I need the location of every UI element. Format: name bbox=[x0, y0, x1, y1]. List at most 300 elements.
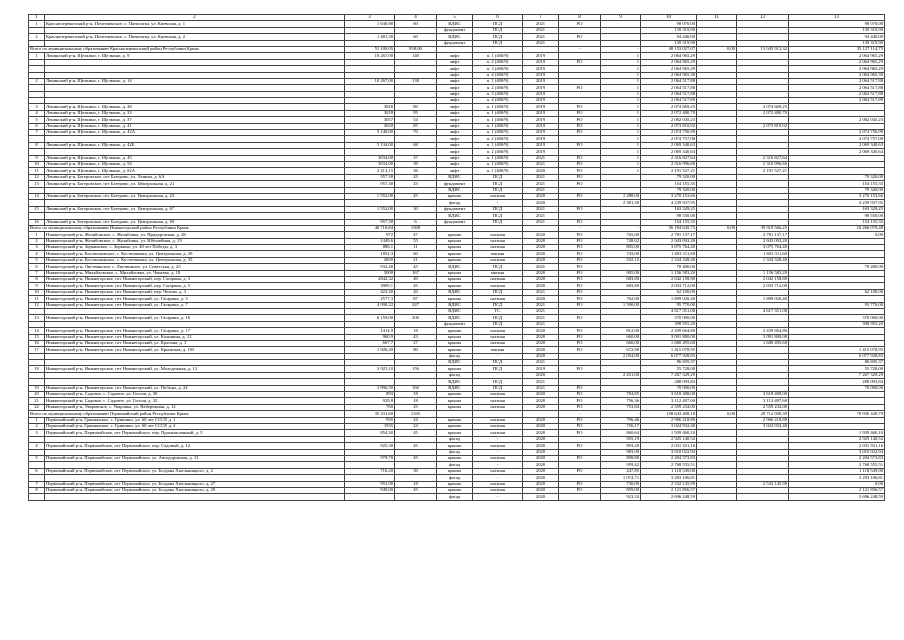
table-cell: 2 559 234,00 bbox=[641, 404, 697, 410]
table-cell: - bbox=[473, 494, 523, 500]
table-cell: фундамент bbox=[437, 206, 473, 212]
table-cell: 140 bbox=[395, 53, 437, 59]
table-cell: фундамент bbox=[437, 219, 473, 225]
table-cell: 893,20 bbox=[601, 443, 641, 449]
table-cell: 957,30 bbox=[345, 181, 395, 187]
table-cell: ВДИС bbox=[437, 34, 473, 40]
table-cell: 2 069 340,64 bbox=[789, 149, 885, 155]
table-cell: фасад bbox=[437, 449, 473, 455]
table-cell: ПСД bbox=[473, 264, 523, 270]
table-cell: 2 074 669,25 bbox=[641, 104, 697, 110]
table-cell: 6 bbox=[29, 123, 45, 129]
table-cell: 859,00 bbox=[601, 487, 641, 493]
table-cell bbox=[45, 494, 345, 500]
table-cell: лифт bbox=[437, 149, 473, 155]
table-cell: ВДИС bbox=[437, 379, 473, 385]
table-cell: ПСД bbox=[473, 385, 523, 391]
table-cell: 2 082 045,23 bbox=[789, 117, 885, 123]
table-cell: 20 bbox=[29, 392, 45, 398]
table-cell: 2 191 527,21 bbox=[737, 168, 789, 174]
table-cell: 886,1 bbox=[345, 245, 395, 251]
table-cell: 2 064 517,88 bbox=[641, 85, 697, 91]
table-cell: лифт bbox=[437, 117, 473, 123]
table-cell: 2021 bbox=[523, 379, 559, 385]
table-cell: 21 bbox=[29, 398, 45, 404]
table-cell: крыша bbox=[437, 443, 473, 449]
table-cell: Нижнегорский р-н, Нижнегорское, пгт Нижнегорский, ул. Красина, д. 3 bbox=[45, 340, 345, 346]
table-cell: 716,20 bbox=[345, 468, 395, 474]
table-cell: 43 bbox=[395, 334, 437, 340]
subtotal-cell: 1508 bbox=[395, 225, 437, 231]
table-cell: 78 400,00 bbox=[789, 264, 885, 270]
table-cell: РО bbox=[559, 181, 601, 187]
table-cell bbox=[697, 494, 737, 500]
table-cell: 683,80 bbox=[601, 277, 641, 283]
table-cell: 2021 bbox=[523, 308, 559, 314]
table-cell: 2 064 965,29 bbox=[641, 53, 697, 59]
table-cell: 2021 bbox=[523, 360, 559, 366]
table-cell: 36 bbox=[395, 168, 437, 174]
table-cell: 2020 bbox=[523, 430, 559, 436]
subtotal-cell: 29 712 958,39 bbox=[737, 411, 789, 417]
table-cell: 2020 bbox=[523, 347, 559, 353]
table-cell: РО bbox=[559, 443, 601, 449]
table-cell: 11 bbox=[29, 296, 45, 302]
table-cell: 3000 bbox=[345, 270, 395, 276]
table-cell: скатная bbox=[473, 238, 523, 244]
table-cell: 796,46 bbox=[601, 417, 641, 423]
table-cell: РО bbox=[559, 417, 601, 423]
table-cell: 55 728,00 bbox=[641, 366, 697, 372]
table-cell: Первомайский р-н, Первомайское, пгт Первомайское, пер. Промышленный, д. 5 bbox=[45, 430, 345, 436]
table-cell: крыша bbox=[437, 270, 473, 276]
table-cell: 935 bbox=[345, 417, 395, 423]
table-cell: 660,00 bbox=[601, 334, 641, 340]
table-row bbox=[29, 494, 885, 500]
table-cell: крыша bbox=[437, 366, 473, 372]
table-cell: РО bbox=[559, 264, 601, 270]
column-number-cell: 7 bbox=[523, 15, 559, 21]
table-cell: фасад bbox=[437, 353, 473, 359]
table-cell: 1 bbox=[601, 155, 641, 161]
table-cell: Нижнегорский р-н, Михайловское, с. Михайловка, ул. Чапаева, д. 18 bbox=[45, 270, 345, 276]
table-cell: ВДИС bbox=[437, 302, 473, 308]
table-cell: 3 075 764,40 bbox=[641, 245, 697, 251]
table-cell: 17 bbox=[29, 347, 45, 353]
table-cell: Ленинский р-н, Багеровское, пгт Багерово, ул. Ленина, д. 6А bbox=[45, 174, 345, 180]
subtotal-cell: 108 643 408,18 bbox=[641, 411, 697, 417]
table-cell: лифт bbox=[437, 91, 473, 97]
table-cell: 979,70 bbox=[345, 455, 395, 461]
table-cell: 0,00 bbox=[789, 481, 885, 487]
table-cell: 1 bbox=[601, 91, 641, 97]
table-cell: 760 bbox=[345, 404, 395, 410]
table-cell: 15 bbox=[29, 334, 45, 340]
table-cell: скатная bbox=[473, 334, 523, 340]
table-cell: 5 140,00 bbox=[345, 130, 395, 136]
table-cell: 2020 bbox=[523, 340, 559, 346]
table-cell: - bbox=[473, 462, 523, 468]
table-cell: лифт bbox=[437, 142, 473, 148]
table-cell: ВДИС bbox=[437, 315, 473, 321]
table-cell: ПСД bbox=[473, 174, 523, 180]
table-cell: Нижнегорский р-н, Желябовское, с. Желябовка, ул. Юбилейная, д. 13 bbox=[45, 238, 345, 244]
table-cell: 10 267,00 bbox=[345, 78, 395, 84]
table-cell: 955,19 bbox=[601, 436, 641, 442]
table-cell: скатная bbox=[473, 404, 523, 410]
table-cell: 2021 bbox=[523, 40, 559, 46]
table-cell: крыша bbox=[437, 398, 473, 404]
table-cell: ПСД bbox=[473, 27, 523, 33]
table-cell: РО bbox=[559, 155, 601, 161]
repair-program-sheet bbox=[28, 14, 884, 501]
table-cell: 156 bbox=[395, 366, 437, 372]
table-cell: РО bbox=[559, 104, 601, 110]
table-cell: 13 bbox=[29, 315, 45, 321]
table-cell: крыша bbox=[437, 283, 473, 289]
table-cell: 756,17 bbox=[601, 424, 641, 430]
subtotal-cell: - bbox=[559, 46, 601, 52]
table-cell: 2 064 965,29 bbox=[789, 53, 885, 59]
table-cell: 2020 bbox=[523, 475, 559, 481]
table-cell: 753,84 bbox=[601, 404, 641, 410]
table-cell: 3 091 800,00 bbox=[641, 334, 697, 340]
table-cell: 1935 bbox=[345, 424, 395, 430]
table-cell: 78 400,00 bbox=[641, 264, 697, 270]
column-number-cell: 6 bbox=[473, 15, 523, 21]
table-cell: крыша bbox=[437, 277, 473, 283]
table-cell: 972 bbox=[345, 232, 395, 238]
table-cell: 1 809 020,40 bbox=[641, 296, 697, 302]
table-cell: п. 1 (400/9) bbox=[473, 104, 523, 110]
column-number-cell: 5 bbox=[437, 15, 473, 21]
table-cell: 30 bbox=[395, 468, 437, 474]
table-cell: ВДИС bbox=[437, 174, 473, 180]
table-cell: 2 064 965,29 bbox=[789, 66, 885, 72]
table-cell: 3034,00 bbox=[345, 155, 395, 161]
table-cell: 4 090,22 bbox=[345, 302, 395, 308]
table-cell: 86 695,37 bbox=[789, 360, 885, 366]
table-cell: РО bbox=[559, 424, 601, 430]
table-cell: 959,42 bbox=[601, 462, 641, 468]
table-cell: лифт bbox=[437, 85, 473, 91]
table-cell: 79 320,00 bbox=[641, 187, 697, 193]
table-cell: 1 bbox=[601, 104, 641, 110]
table-cell: 1 680 495,60 bbox=[737, 340, 789, 346]
table-cell: Ленинский р-н, Багеровское, пгт Багерово, ул. Центральная, д. 67 bbox=[45, 206, 345, 212]
column-number-cell: 4 bbox=[395, 15, 437, 21]
table-cell: 893 bbox=[345, 392, 395, 398]
subtotal-cell: - bbox=[601, 46, 641, 52]
table-cell: 2 204 573,83 bbox=[789, 455, 885, 461]
table-cell: 932,40 bbox=[345, 264, 395, 270]
table-cell: 80 bbox=[395, 347, 437, 353]
subtotal-cell: - bbox=[559, 225, 601, 231]
table-cell: 1 118 549,00 bbox=[789, 468, 885, 474]
table-cell: Нижнегорский р-н, Садовое, с. Садовое, ул. Гоголя, д. 32 bbox=[45, 398, 345, 404]
table-cell: ВДИС bbox=[437, 308, 473, 314]
table-cell: 20 bbox=[395, 289, 437, 295]
table-cell: 60 bbox=[395, 251, 437, 257]
table-cell: 18 bbox=[395, 398, 437, 404]
table-cell: лифт bbox=[437, 155, 473, 161]
column-number-cell: 9 bbox=[601, 15, 641, 21]
table-cell: ВДИС bbox=[437, 21, 473, 27]
table-cell: 27 bbox=[395, 340, 437, 346]
table-cell: 16 bbox=[29, 219, 45, 225]
table-cell: РО bbox=[559, 219, 601, 225]
table-cell: 1 bbox=[601, 149, 641, 155]
table-cell: 1 939 460,10 bbox=[789, 430, 885, 436]
table-cell: 95 770,00 bbox=[641, 302, 697, 308]
table-cell: 2021 bbox=[523, 302, 559, 308]
table-cell: - bbox=[473, 200, 523, 206]
table-cell: лифт bbox=[437, 78, 473, 84]
table-cell: 45 bbox=[395, 487, 437, 493]
table-cell: 2 033 712,00 bbox=[641, 283, 697, 289]
table-cell: 2 074 669,25 bbox=[737, 104, 789, 110]
table-cell: крыша bbox=[437, 296, 473, 302]
table-cell: 2 781 137,17 bbox=[737, 232, 789, 238]
table-cell: 45 bbox=[395, 264, 437, 270]
table-cell: фасад bbox=[437, 436, 473, 442]
table-cell: Нижнегорский р-н, Нижнегорское, пгт Нижнегорский, пер. Гагарина, д. 5 bbox=[45, 283, 345, 289]
table-cell: 2 064 517,88 bbox=[789, 91, 885, 97]
table-cell: 805,00 bbox=[601, 245, 641, 251]
table-cell: 18 bbox=[395, 392, 437, 398]
table-cell: ВДИС bbox=[437, 360, 473, 366]
table-cell: 139 319,90 bbox=[641, 40, 697, 46]
table-cell: 4 239 937,95 bbox=[641, 200, 697, 206]
table-cell: Ленинский р-н, Щелкино, г. Щелкино, д. 54 bbox=[45, 161, 345, 167]
table-cell: 2 532 145,99 bbox=[641, 481, 697, 487]
table-cell: 25 bbox=[395, 181, 437, 187]
table-cell: ПСД bbox=[473, 321, 523, 327]
table-cell: Ленинский р-н, Багеровское, пгт Багерово, ул. Центральная, д. 21 bbox=[45, 181, 345, 187]
column-number-cell: 11 bbox=[697, 15, 737, 21]
table-cell: 2021 bbox=[523, 34, 559, 40]
table-cell: 1 bbox=[29, 53, 45, 59]
table-cell: скатная bbox=[473, 392, 523, 398]
table-cell: РО bbox=[559, 328, 601, 334]
table-cell: 2 074 757,00 bbox=[641, 136, 697, 142]
table-cell: 1 bbox=[601, 85, 641, 91]
table-cell: скатная bbox=[473, 277, 523, 283]
table-cell: 95 bbox=[395, 110, 437, 116]
table-cell: 672,90 bbox=[601, 347, 641, 353]
table-cell: 8 bbox=[29, 487, 45, 493]
table-cell: РО bbox=[559, 251, 601, 257]
table-cell: 1 bbox=[601, 53, 641, 59]
table-cell: 47 bbox=[395, 232, 437, 238]
table-cell: 3037 bbox=[345, 117, 395, 123]
table-cell: 2 213,15 bbox=[345, 168, 395, 174]
table-cell: фасад bbox=[437, 200, 473, 206]
table-cell: РО bbox=[559, 283, 601, 289]
table-cell: п. 1 (400/9) bbox=[473, 142, 523, 148]
table-cell: 2019 bbox=[523, 66, 559, 72]
table-cell: Первомайский р-н, Первомайское, пгт Первомайское, пер. Садовый, д. 12 bbox=[45, 443, 345, 449]
table-body bbox=[29, 15, 885, 501]
table-cell: Нижнегорский р-н, Листвинское, с. Листвинное, ул. Советская, д. 25 bbox=[45, 264, 345, 270]
table-cell: 2021 bbox=[523, 27, 559, 33]
table-cell: 2 966 218,80 bbox=[641, 417, 697, 423]
table-cell: 2 064 517,88 bbox=[641, 91, 697, 97]
table-cell: 398 955,20 bbox=[789, 321, 885, 327]
table-cell: 2020 bbox=[523, 398, 559, 404]
table-cell: 2020 bbox=[523, 487, 559, 493]
table-cell: 2 191 527,21 bbox=[641, 168, 697, 174]
table-cell: РО bbox=[559, 168, 601, 174]
table-cell: 1 334 328,40 bbox=[641, 257, 697, 263]
table-cell: 4 617 351,08 bbox=[641, 308, 697, 314]
table-cell: 2 bbox=[29, 34, 45, 40]
table-cell: 1449,6 bbox=[345, 238, 395, 244]
table-cell: 3 270 153,66 bbox=[789, 193, 885, 199]
table-cell: 1 680 495,60 bbox=[641, 340, 697, 346]
table-cell: 1 415 078,95 bbox=[789, 347, 885, 353]
subtotal-cell: 13 045 912,32 bbox=[737, 46, 789, 52]
table-cell: 1 415 078,95 bbox=[641, 347, 697, 353]
table-cell: 2021 bbox=[523, 289, 559, 295]
table-cell: РО bbox=[559, 59, 601, 65]
table-cell: крыша bbox=[437, 334, 473, 340]
table-cell: 1 334 328,40 bbox=[737, 257, 789, 263]
table-cell: 1 bbox=[601, 117, 641, 123]
subtotal-cell: 35 127 114,75 bbox=[789, 46, 885, 52]
table-cell: 154 155,35 bbox=[789, 219, 885, 225]
table-cell: 2 033 712,00 bbox=[737, 283, 789, 289]
table-cell: ВДИС bbox=[437, 289, 473, 295]
table-cell: 1 bbox=[601, 130, 641, 136]
table-cell: 9 bbox=[29, 283, 45, 289]
table-cell: Нижнегорский р-н, Желябовское, с. Желябовка, ул. Придорожная, д. 28 bbox=[45, 232, 345, 238]
table-cell: 55 bbox=[395, 238, 437, 244]
column-number-cell: 3 bbox=[345, 15, 395, 21]
table-cell: 24 bbox=[395, 424, 437, 430]
table-cell: 85 bbox=[395, 123, 437, 129]
table-cell: 2019 bbox=[523, 72, 559, 78]
table-cell: крыша bbox=[437, 328, 473, 334]
table-cell: 2 bbox=[29, 424, 45, 430]
table-cell: скатная bbox=[473, 455, 523, 461]
table-cell: ГС bbox=[473, 308, 523, 314]
table-cell: РО bbox=[559, 174, 601, 180]
table-cell: 2021 bbox=[523, 161, 559, 167]
table-cell: 2020 bbox=[523, 232, 559, 238]
table-cell: РО bbox=[559, 117, 601, 123]
table-cell: 2020 bbox=[523, 443, 559, 449]
table-cell: РО bbox=[559, 270, 601, 276]
subtotal-cell: 16 266 079,48 bbox=[789, 225, 885, 231]
table-cell: 45 bbox=[395, 283, 437, 289]
table-cell: 2020 bbox=[523, 417, 559, 423]
table-cell: 154 155,35 bbox=[641, 219, 697, 225]
table-cell: скатная bbox=[473, 257, 523, 263]
table-cell: 6 bbox=[29, 468, 45, 474]
table-cell: 2 121 856,57 bbox=[641, 487, 697, 493]
table-cell: 2 064 965,29 bbox=[641, 66, 697, 72]
table-cell: 2021 bbox=[523, 385, 559, 391]
table-cell: Ленинский р-н, Щелкино, г. Щелкино, д. 82А bbox=[45, 168, 345, 174]
table-cell: 247 bbox=[395, 302, 437, 308]
table-cell: 98 550,00 bbox=[641, 213, 697, 219]
table-cell: Нижнегорский р-н, Нижнегорское, пгт Нижнегорский, ул. Гагарина, д. 17 bbox=[45, 328, 345, 334]
table-cell: 1 809 020,40 bbox=[737, 296, 789, 302]
table-cell: Ленинский р-н, Щелкино, г. Щелкино, д. 45 bbox=[45, 155, 345, 161]
table-cell: скатная bbox=[473, 232, 523, 238]
table-cell: лифт bbox=[437, 130, 473, 136]
table-cell: фундамент bbox=[437, 40, 473, 46]
table-cell: 2020 bbox=[523, 296, 559, 302]
table-cell: Нижнегорский р-н, Нижнегорское, пгт Нижнегорский, ул. Крымская, д. 105 bbox=[45, 347, 345, 353]
table-cell: Нижнегорский р-н, Нижнегорское, пгт Нижнегорский, ул. Калинина, д. 12 bbox=[45, 334, 345, 340]
table-cell: 2020 bbox=[523, 328, 559, 334]
table-cell: Ленинский р-н, Щелкино, г. Щелкино, д. 14 bbox=[45, 78, 345, 84]
table-cell: Нижнегорский р-н, Зоркинское, с. Зоркино, ул. 40 лет Победы, д. 3 bbox=[45, 245, 345, 251]
table-cell: 3909,1 bbox=[345, 283, 395, 289]
table-cell: 95 770,00 bbox=[789, 302, 885, 308]
table-cell: п. 1 (400/9) bbox=[473, 130, 523, 136]
table-cell: 2020 bbox=[523, 494, 559, 500]
table-cell: 45 bbox=[395, 443, 437, 449]
table-cell: Первомайский р-н, Первомайское, пгт Первомайское, ул. Богдана Хмельницкого, д. 29 bbox=[45, 487, 345, 493]
table-cell: 3 270 153,66 bbox=[641, 193, 697, 199]
table-cell: 16 bbox=[29, 340, 45, 346]
table-cell: 2 925 140,52 bbox=[789, 436, 885, 442]
table-cell: 905,00 bbox=[601, 270, 641, 276]
table-cell: 1 603 311,60 bbox=[737, 251, 789, 257]
table-cell: РО bbox=[559, 85, 601, 91]
table-cell: 1 bbox=[601, 168, 641, 174]
table-cell: п. 1 (400/9) bbox=[473, 123, 523, 129]
table-cell: РО bbox=[559, 296, 601, 302]
table-cell: 2 439 664,80 bbox=[641, 328, 697, 334]
table-cell: 743,00 bbox=[601, 251, 641, 257]
table-cell: Ленинский р-н, Багеровское, пгт Багерово, ул. Центральная, д. 23 bbox=[45, 193, 345, 199]
table-cell: 2020 bbox=[523, 436, 559, 442]
table-cell: 98 550,00 bbox=[789, 213, 885, 219]
table-cell: 80 bbox=[395, 104, 437, 110]
table-cell: 1 bbox=[601, 142, 641, 148]
table-cell: Красноперекопский р-н, Почетненское, с. Пятихатка, ул. Киевская, д. 1 bbox=[45, 21, 345, 27]
table-cell: фасад bbox=[437, 475, 473, 481]
table-cell: ПСД bbox=[473, 213, 523, 219]
table-cell: 370 000,00 bbox=[789, 315, 885, 321]
table-cell: фундамент bbox=[437, 321, 473, 327]
table-cell bbox=[345, 494, 395, 500]
table-cell: Нижнегорский р-н, Нижнегорское, пгт Нижнегорский, пер. Чехова, д. 3 bbox=[45, 289, 345, 295]
table-cell: - bbox=[473, 372, 523, 378]
table-cell: 667,7 bbox=[345, 340, 395, 346]
table-cell: ВДИС bbox=[437, 213, 473, 219]
table-cell: 18 bbox=[395, 328, 437, 334]
table-cell: лифт bbox=[437, 123, 473, 129]
table-cell: скатная bbox=[473, 245, 523, 251]
table-cell: ПСД bbox=[473, 40, 523, 46]
table-cell: 9 bbox=[29, 155, 45, 161]
table-cell: 2019 bbox=[523, 117, 559, 123]
table-cell: 447,85 bbox=[601, 468, 641, 474]
table-cell: крыша bbox=[437, 481, 473, 487]
table-cell: 2 064 517,89 bbox=[789, 98, 885, 104]
table-cell: 2 925 140,52 bbox=[641, 436, 697, 442]
table-cell: 1 bbox=[601, 98, 641, 104]
table-cell: 2019 bbox=[523, 53, 559, 59]
table-cell: п. 2 (400/9) bbox=[473, 136, 523, 142]
table-cell: 2020 bbox=[523, 257, 559, 263]
table-cell: 55 728,00 bbox=[789, 366, 885, 372]
